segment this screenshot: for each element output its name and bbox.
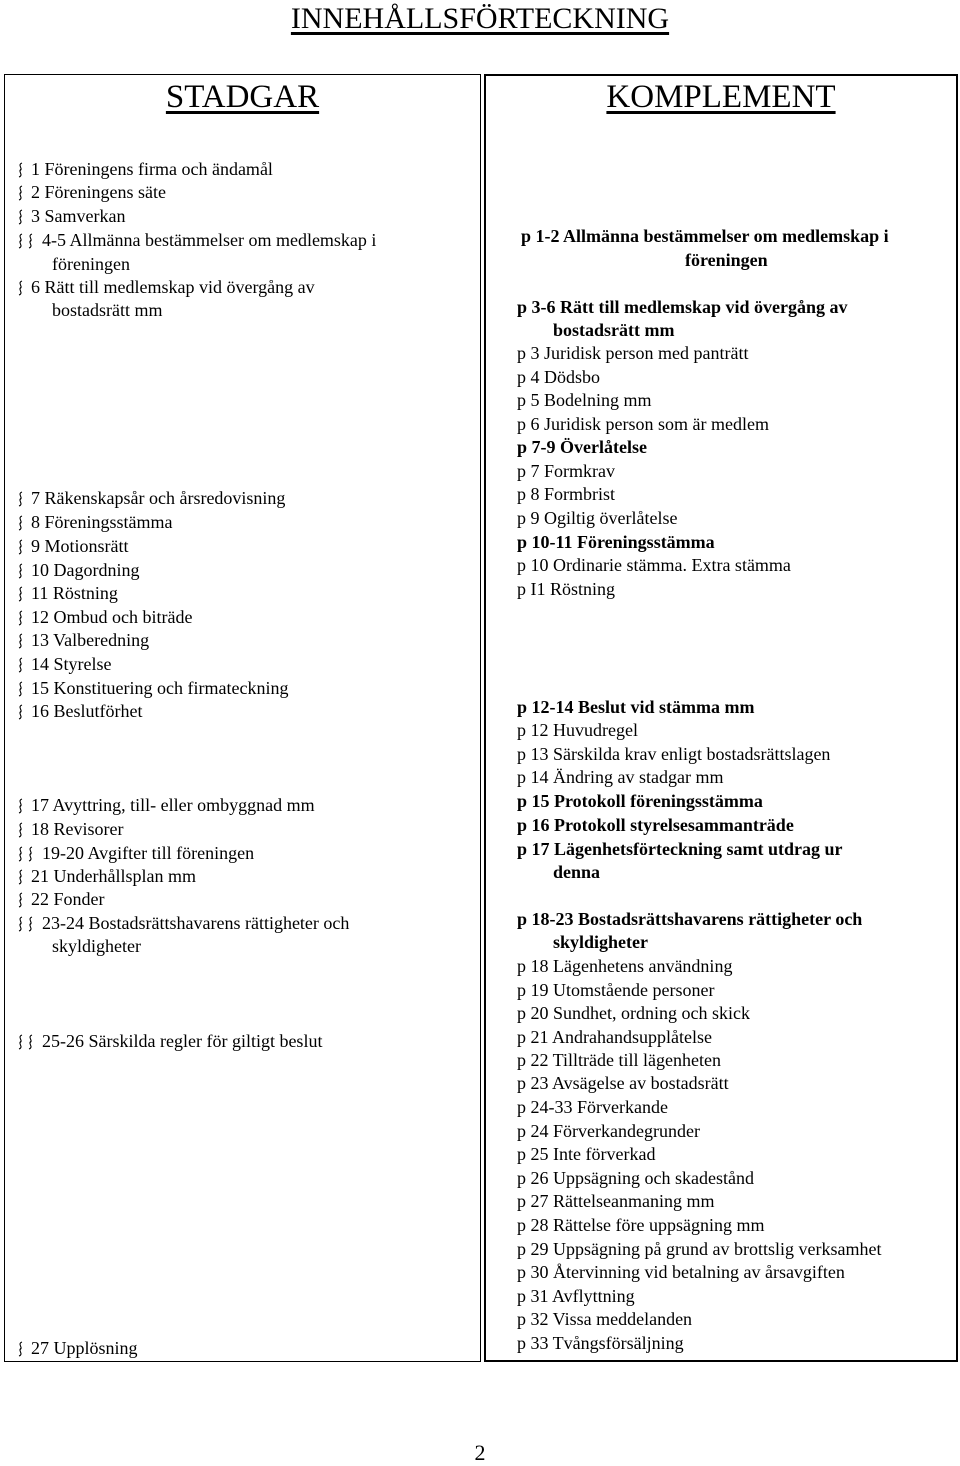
komplement-item: p 3 Juridisk person med panträtt	[517, 343, 749, 363]
komplement-item: p 12-14 Beslut vid stämma mm	[517, 697, 755, 717]
stadgar-item: 2 Föreningens säte	[31, 182, 166, 202]
komplement-item: p 8 Formbrist	[517, 484, 616, 504]
komplement-item: p 21 Andrahandsupplåtelse	[517, 1027, 712, 1047]
section-mark-icon	[28, 846, 33, 862]
komplement-item: p 27 Rättelseanmaning mm	[517, 1191, 715, 1211]
section-mark-icon	[18, 280, 23, 296]
section-mark-icon	[18, 209, 23, 225]
section-mark-icon	[18, 846, 23, 862]
komplement-item: p 20 Sundhet, ordning och skick	[517, 1003, 750, 1023]
komplement-item: p 33 Tvångsförsäljning	[517, 1333, 684, 1353]
komplement-item: skyldigheter	[553, 932, 649, 952]
stadgar-item: 22 Fonder	[31, 889, 105, 909]
section-mark-icon	[18, 539, 23, 555]
stadgar-item: 12 Ombud och biträde	[31, 607, 193, 627]
section-mark-icon	[18, 1341, 23, 1357]
section-mark-icon	[18, 892, 23, 908]
stadgar-item: skyldigheter	[52, 936, 141, 956]
komplement-item: p 15 Protokoll föreningsstämma	[517, 791, 763, 811]
stadgar-item: 19-20 Avgifter till föreningen	[42, 843, 255, 863]
komplement-item: p 18-23 Bostadsrättshavarens rättigheter och	[517, 909, 863, 929]
komplement-item: p 4 Dödsbo	[517, 367, 601, 387]
komplement-item: denna	[553, 862, 601, 882]
komplement-item: p 19 Utomstående personer	[517, 980, 715, 1000]
komplement-item: p 10 Ordinarie stämma. Extra stämma	[517, 555, 791, 575]
section-mark-icon	[18, 681, 23, 697]
komplement-item: p 7 Formkrav	[517, 461, 615, 481]
section-mark-icon	[18, 869, 23, 885]
section-mark-icon	[18, 162, 23, 178]
stadgar-item: 9 Motionsrätt	[31, 536, 129, 556]
section-mark-icon	[18, 633, 23, 649]
section-mark-icon	[18, 233, 23, 249]
section-mark-icon	[28, 916, 33, 932]
stadgar-item: 3 Samverkan	[31, 206, 126, 226]
stadgar-item: 18 Revisorer	[31, 819, 124, 839]
stadgar-item: 4-5 Allmänna bestämmelser om medlemskap i	[42, 230, 377, 250]
komplement-item: p 16 Protokoll styrelsesammanträde	[517, 815, 794, 835]
section-mark-icon	[18, 657, 23, 673]
section-mark-icon	[18, 515, 23, 531]
section-mark-icon	[18, 798, 23, 814]
stadgar-item: 14 Styrelse	[31, 654, 112, 674]
stadgar-item: 17 Avyttring, till- eller ombyggnad mm	[31, 795, 315, 815]
stadgar-item: 16 Beslutförhet	[31, 701, 143, 721]
stadgar-item: 6 Rätt till medlemskap vid övergång av	[31, 277, 315, 297]
stadgar-item: 11 Röstning	[31, 583, 118, 603]
komplement-item: p 22 Tillträde till lägenheten	[517, 1050, 721, 1070]
stadgar-item: 15 Konstituering och firmateckning	[31, 678, 289, 698]
komplement-heading: KOMPLEMENT	[606, 79, 836, 115]
section-mark-icon	[18, 1034, 23, 1050]
komplement-item: p 7-9 Överlåtelse	[517, 437, 647, 457]
stadgar-item: bostadsrätt mm	[52, 300, 163, 320]
stadgar-item: 13 Valberedning	[31, 630, 150, 650]
komplement-item: p 5 Bodelning mm	[517, 390, 652, 410]
komplement-item: p 18 Lägenhetens användning	[517, 956, 733, 976]
section-mark-icon	[28, 233, 33, 249]
section-mark-icon	[18, 822, 23, 838]
komplement-item: p 6 Juridisk person som är medlem	[517, 414, 769, 434]
stadgar-item: 23-24 Bostadsrättshavarens rättigheter och	[42, 913, 350, 933]
komplement-item: p I1 Röstning	[517, 579, 616, 599]
section-mark-icon	[18, 916, 23, 932]
komplement-item: p 10-11 Föreningsstämma	[517, 532, 715, 552]
section-mark-icon	[18, 610, 23, 626]
page-number: 2	[474, 1440, 486, 1465]
section-mark-icon	[18, 704, 23, 720]
komplement-item: p 30 Återvinning vid betalning av årsavgiften	[517, 1262, 845, 1282]
komplement-item: bostadsrätt mm	[553, 320, 675, 340]
stadgar-item: 7 Räkenskapsår och årsredovisning	[31, 488, 286, 508]
komplement-item: p 24-33 Förverkande	[517, 1097, 668, 1117]
stadgar-item: 27 Upplösning	[31, 1338, 138, 1358]
section-mark-icon	[18, 586, 23, 602]
document-title: INNEHÅLLSFÖRTECKNING	[290, 2, 670, 35]
komplement-item: p 23 Avsägelse av bostadsrätt	[517, 1073, 729, 1093]
komplement-item: p 17 Lägenhetsförteckning samt utdrag ur	[517, 839, 843, 859]
komplement-item: p 31 Avflyttning	[517, 1286, 635, 1306]
section-mark-icon	[18, 185, 23, 201]
stadgar-item: 1 Föreningens firma och ändamål	[31, 159, 273, 179]
section-mark-icon	[18, 563, 23, 579]
section-mark-icon	[28, 1034, 33, 1050]
komplement-item: p 1-2 Allmänna bestämmelser om medlemskap i	[521, 226, 889, 246]
komplement-item: p 32 Vissa meddelanden	[517, 1309, 693, 1329]
stadgar-item: 10 Dagordning	[31, 560, 140, 580]
stadgar-item: 8 Föreningsstämma	[31, 512, 173, 532]
stadgar-item: föreningen	[52, 254, 130, 274]
komplement-item: p 26 Uppsägning och skadestånd	[517, 1168, 754, 1188]
komplement-item: p 14 Ändring av stadgar mm	[517, 767, 724, 787]
komplement-item: p 29 Uppsägning på grund av brottslig verksamhet	[517, 1239, 882, 1259]
komplement-item: p 13 Särskilda krav enligt bostadsrättslagen	[517, 744, 831, 764]
section-mark-icon	[18, 491, 23, 507]
komplement-item: p 3-6 Rätt till medlemskap vid övergång av	[517, 297, 848, 317]
stadgar-item: 21 Underhållsplan mm	[31, 866, 196, 886]
komplement-item: p 12 Huvudregel	[517, 720, 638, 740]
komplement-item: föreningen	[685, 250, 768, 270]
komplement-item: p 24 Förverkandegrunder	[517, 1121, 700, 1141]
komplement-item: p 25 Inte förverkad	[517, 1144, 656, 1164]
komplement-item: p 9 Ogiltig överlåtelse	[517, 508, 678, 528]
stadgar-item: 25-26 Särskilda regler för giltigt beslut	[42, 1031, 323, 1051]
komplement-item: p 28 Rättelse före uppsägning mm	[517, 1215, 765, 1235]
stadgar-heading: STADGAR	[165, 79, 320, 115]
